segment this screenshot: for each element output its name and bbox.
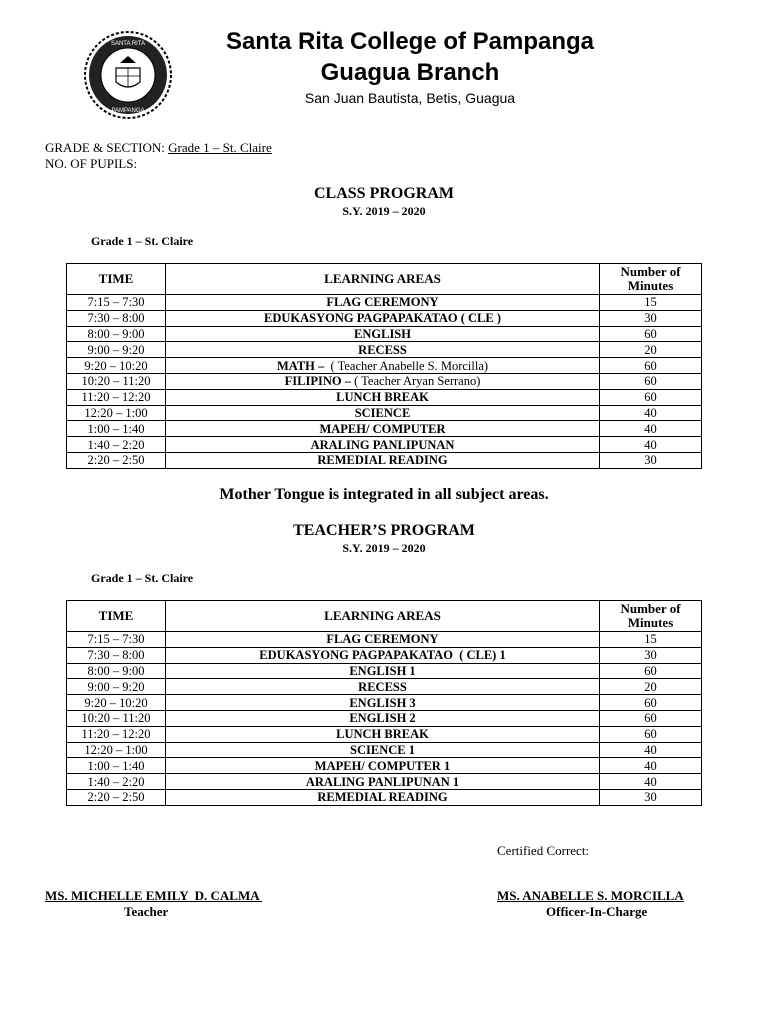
cell-time: 1:40 – 2:20 <box>67 774 166 790</box>
cell-time: 2:20 – 2:50 <box>67 452 166 468</box>
header-time: TIME <box>67 264 166 295</box>
cell-learning-area <box>166 758 600 774</box>
teacher-program-table <box>66 600 702 806</box>
table-row <box>67 679 702 695</box>
cell-minutes: 60 <box>600 389 702 405</box>
cell-learning-area <box>166 452 600 468</box>
table-row <box>67 295 702 311</box>
cell-time: 7:30 – 8:00 <box>67 310 166 326</box>
seal-text-top: SANTA RITA <box>110 41 146 47</box>
table-row <box>67 452 702 468</box>
teacher-program-subhead: Grade 1 – St. Claire <box>91 571 194 585</box>
cell-time: 7:30 – 8:00 <box>67 647 166 663</box>
cell-time: 8:00 – 9:00 <box>67 326 166 342</box>
learning-area-name: FILIPINO – <box>284 374 355 389</box>
cell-learning-area <box>166 373 600 389</box>
cell-time: 2:20 – 2:50 <box>67 789 166 805</box>
cell-time: 9:20 – 10:20 <box>67 358 166 374</box>
cell-time: 1:00 – 1:40 <box>67 421 166 437</box>
grade-section-line <box>45 140 272 156</box>
learning-area-name: FLAG CEREMONY <box>326 632 439 647</box>
learning-area-name: LUNCH BREAK <box>336 727 429 742</box>
learning-area-name: ENGLISH <box>354 326 411 341</box>
table-row <box>67 421 702 437</box>
seal-text-bottom: PAMPANGA <box>111 108 145 114</box>
header-minutes: Number of Minutes <box>600 264 702 295</box>
certified-correct-label: Certified Correct: <box>497 843 590 858</box>
cell-learning-area <box>166 710 600 726</box>
mother-tongue-note: Mother Tongue is integrated in all subject areas. <box>219 486 549 503</box>
cell-time: 1:00 – 1:40 <box>67 758 166 774</box>
cell-learning-area <box>166 358 600 374</box>
learning-area-name: REMEDIAL READING <box>317 790 448 805</box>
learning-area-name: ENGLISH 2 <box>349 711 416 726</box>
table-row <box>67 373 702 389</box>
learning-area-name: MAPEH/ COMPUTER 1 <box>314 758 451 773</box>
cell-learning-area <box>166 421 600 437</box>
learning-area-name: SCIENCE <box>354 405 411 420</box>
cell-minutes: 60 <box>600 326 702 342</box>
cell-learning-area <box>166 647 600 663</box>
cell-time: 9:00 – 9:20 <box>67 342 166 358</box>
cell-minutes: 20 <box>600 342 702 358</box>
table-row <box>67 632 702 648</box>
learning-area-name: RECESS <box>358 342 407 357</box>
cell-time: 11:20 – 12:20 <box>67 389 166 405</box>
cell-time: 10:20 – 11:20 <box>67 373 166 389</box>
table-row <box>67 663 702 679</box>
teacher-program-sy: S.Y. 2019 – 2020 <box>342 541 426 555</box>
learning-area-name: ENGLISH 3 <box>349 695 416 710</box>
learning-area-name: ARALING PANLIPUNAN <box>310 437 455 452</box>
table-row <box>67 695 702 711</box>
cell-minutes: 40 <box>600 774 702 790</box>
learning-area-name: ARALING PANLIPUNAN 1 <box>305 774 460 789</box>
table-row <box>67 758 702 774</box>
cell-minutes: 60 <box>600 373 702 389</box>
table-row <box>67 326 702 342</box>
cell-learning-area <box>166 326 600 342</box>
officer-signature-role: Officer-In-Charge <box>546 904 648 919</box>
learning-area-name: REMEDIAL READING <box>317 453 448 468</box>
cell-minutes: 15 <box>600 632 702 648</box>
cell-minutes: 40 <box>600 742 702 758</box>
table-row <box>67 342 702 358</box>
learning-area-name: RECESS <box>358 679 407 694</box>
table-row <box>67 647 702 663</box>
learning-area-name: ENGLISH 1 <box>349 663 416 678</box>
class-program-sy: S.Y. 2019 – 2020 <box>342 204 426 218</box>
officer-signature-name: MS. ANABELLE S. MORCILLA <box>497 888 684 903</box>
grade-section-value: Grade 1 – St. Claire <box>168 140 272 155</box>
cell-minutes: 15 <box>600 295 702 311</box>
cell-learning-area <box>166 389 600 405</box>
cell-learning-area <box>166 295 600 311</box>
class-program-subhead: Grade 1 – St. Claire <box>91 234 194 248</box>
table-row <box>67 789 702 805</box>
cell-time: 1:40 – 2:20 <box>67 437 166 453</box>
cell-learning-area <box>166 789 600 805</box>
pupils-label: NO. OF PUPILS: <box>45 156 138 171</box>
cell-minutes: 40 <box>600 405 702 421</box>
header-learning-areas: LEARNING AREAS <box>166 601 600 632</box>
cell-minutes: 30 <box>600 452 702 468</box>
cell-minutes: 20 <box>600 679 702 695</box>
cell-time: 7:15 – 7:30 <box>67 295 166 311</box>
learning-area-name: MAPEH/ COMPUTER <box>319 421 446 436</box>
learning-area-name: SCIENCE 1 <box>350 742 415 757</box>
table-row <box>67 405 702 421</box>
cell-minutes: 60 <box>600 710 702 726</box>
table-header-row <box>67 264 702 295</box>
cell-learning-area <box>166 726 600 742</box>
cell-learning-area <box>166 437 600 453</box>
cell-learning-area <box>166 742 600 758</box>
learning-area-teacher-note: ( Teacher Anabelle S. Morcilla) <box>327 358 489 373</box>
learning-area-name: EDUKASYONG PAGPAPAKATAO ( CLE ) <box>263 311 502 326</box>
class-program-table <box>66 263 702 469</box>
cell-minutes: 30 <box>600 310 702 326</box>
teacher-signature-name: MS. MICHELLE EMILY D. CALMA <box>45 888 263 903</box>
cell-learning-area <box>166 774 600 790</box>
learning-area-name: LUNCH BREAK <box>336 390 429 405</box>
learning-area-name: FLAG CEREMONY <box>326 295 439 310</box>
table-row <box>67 437 702 453</box>
cell-learning-area <box>166 342 600 358</box>
cell-time: 7:15 – 7:30 <box>67 632 166 648</box>
cell-learning-area <box>166 679 600 695</box>
table-row <box>67 310 702 326</box>
grade-section-label: GRADE & SECTION: <box>45 140 165 155</box>
cell-learning-area <box>166 632 600 648</box>
cell-minutes: 40 <box>600 437 702 453</box>
table-row <box>67 774 702 790</box>
teacher-program-title: TEACHER’S PROGRAM <box>293 522 475 539</box>
cell-minutes: 60 <box>600 663 702 679</box>
cell-minutes: 60 <box>600 358 702 374</box>
cell-minutes: 60 <box>600 695 702 711</box>
cell-learning-area <box>166 405 600 421</box>
school-name: Santa Rita College of Pampanga <box>225 28 595 55</box>
cell-time: 9:00 – 9:20 <box>67 679 166 695</box>
table-row <box>67 358 702 374</box>
header-time: TIME <box>67 601 166 632</box>
table-row <box>67 710 702 726</box>
class-program-title: CLASS PROGRAM <box>313 185 454 202</box>
cell-minutes: 40 <box>600 421 702 437</box>
cell-learning-area <box>166 663 600 679</box>
cell-time: 12:20 – 1:00 <box>67 405 166 421</box>
cell-time: 12:20 – 1:00 <box>67 742 166 758</box>
learning-area-teacher-note: ( Teacher Aryan Serrano) <box>354 374 481 389</box>
cell-learning-area <box>166 310 600 326</box>
cell-time: 9:20 – 10:20 <box>67 695 166 711</box>
branch-name: Guagua Branch <box>320 59 500 86</box>
cell-learning-area <box>166 695 600 711</box>
school-address: San Juan Bautista, Betis, Guagua <box>304 90 516 106</box>
cell-time: 8:00 – 9:00 <box>67 663 166 679</box>
header-minutes: Number of Minutes <box>600 601 702 632</box>
table-row <box>67 389 702 405</box>
table-row <box>67 742 702 758</box>
cell-time: 11:20 – 12:20 <box>67 726 166 742</box>
learning-area-name: EDUKASYONG PAGPAPAKATAO ( CLE) 1 <box>259 648 506 663</box>
cell-minutes: 60 <box>600 726 702 742</box>
header-learning-areas: LEARNING AREAS <box>166 264 600 295</box>
cell-minutes: 40 <box>600 758 702 774</box>
teacher-signature-role: Teacher <box>124 904 169 919</box>
cell-time: 10:20 – 11:20 <box>67 710 166 726</box>
cell-minutes: 30 <box>600 647 702 663</box>
learning-area-name: MATH – <box>276 358 328 373</box>
cell-minutes: 30 <box>600 789 702 805</box>
table-header-row <box>67 601 702 632</box>
table-row <box>67 726 702 742</box>
